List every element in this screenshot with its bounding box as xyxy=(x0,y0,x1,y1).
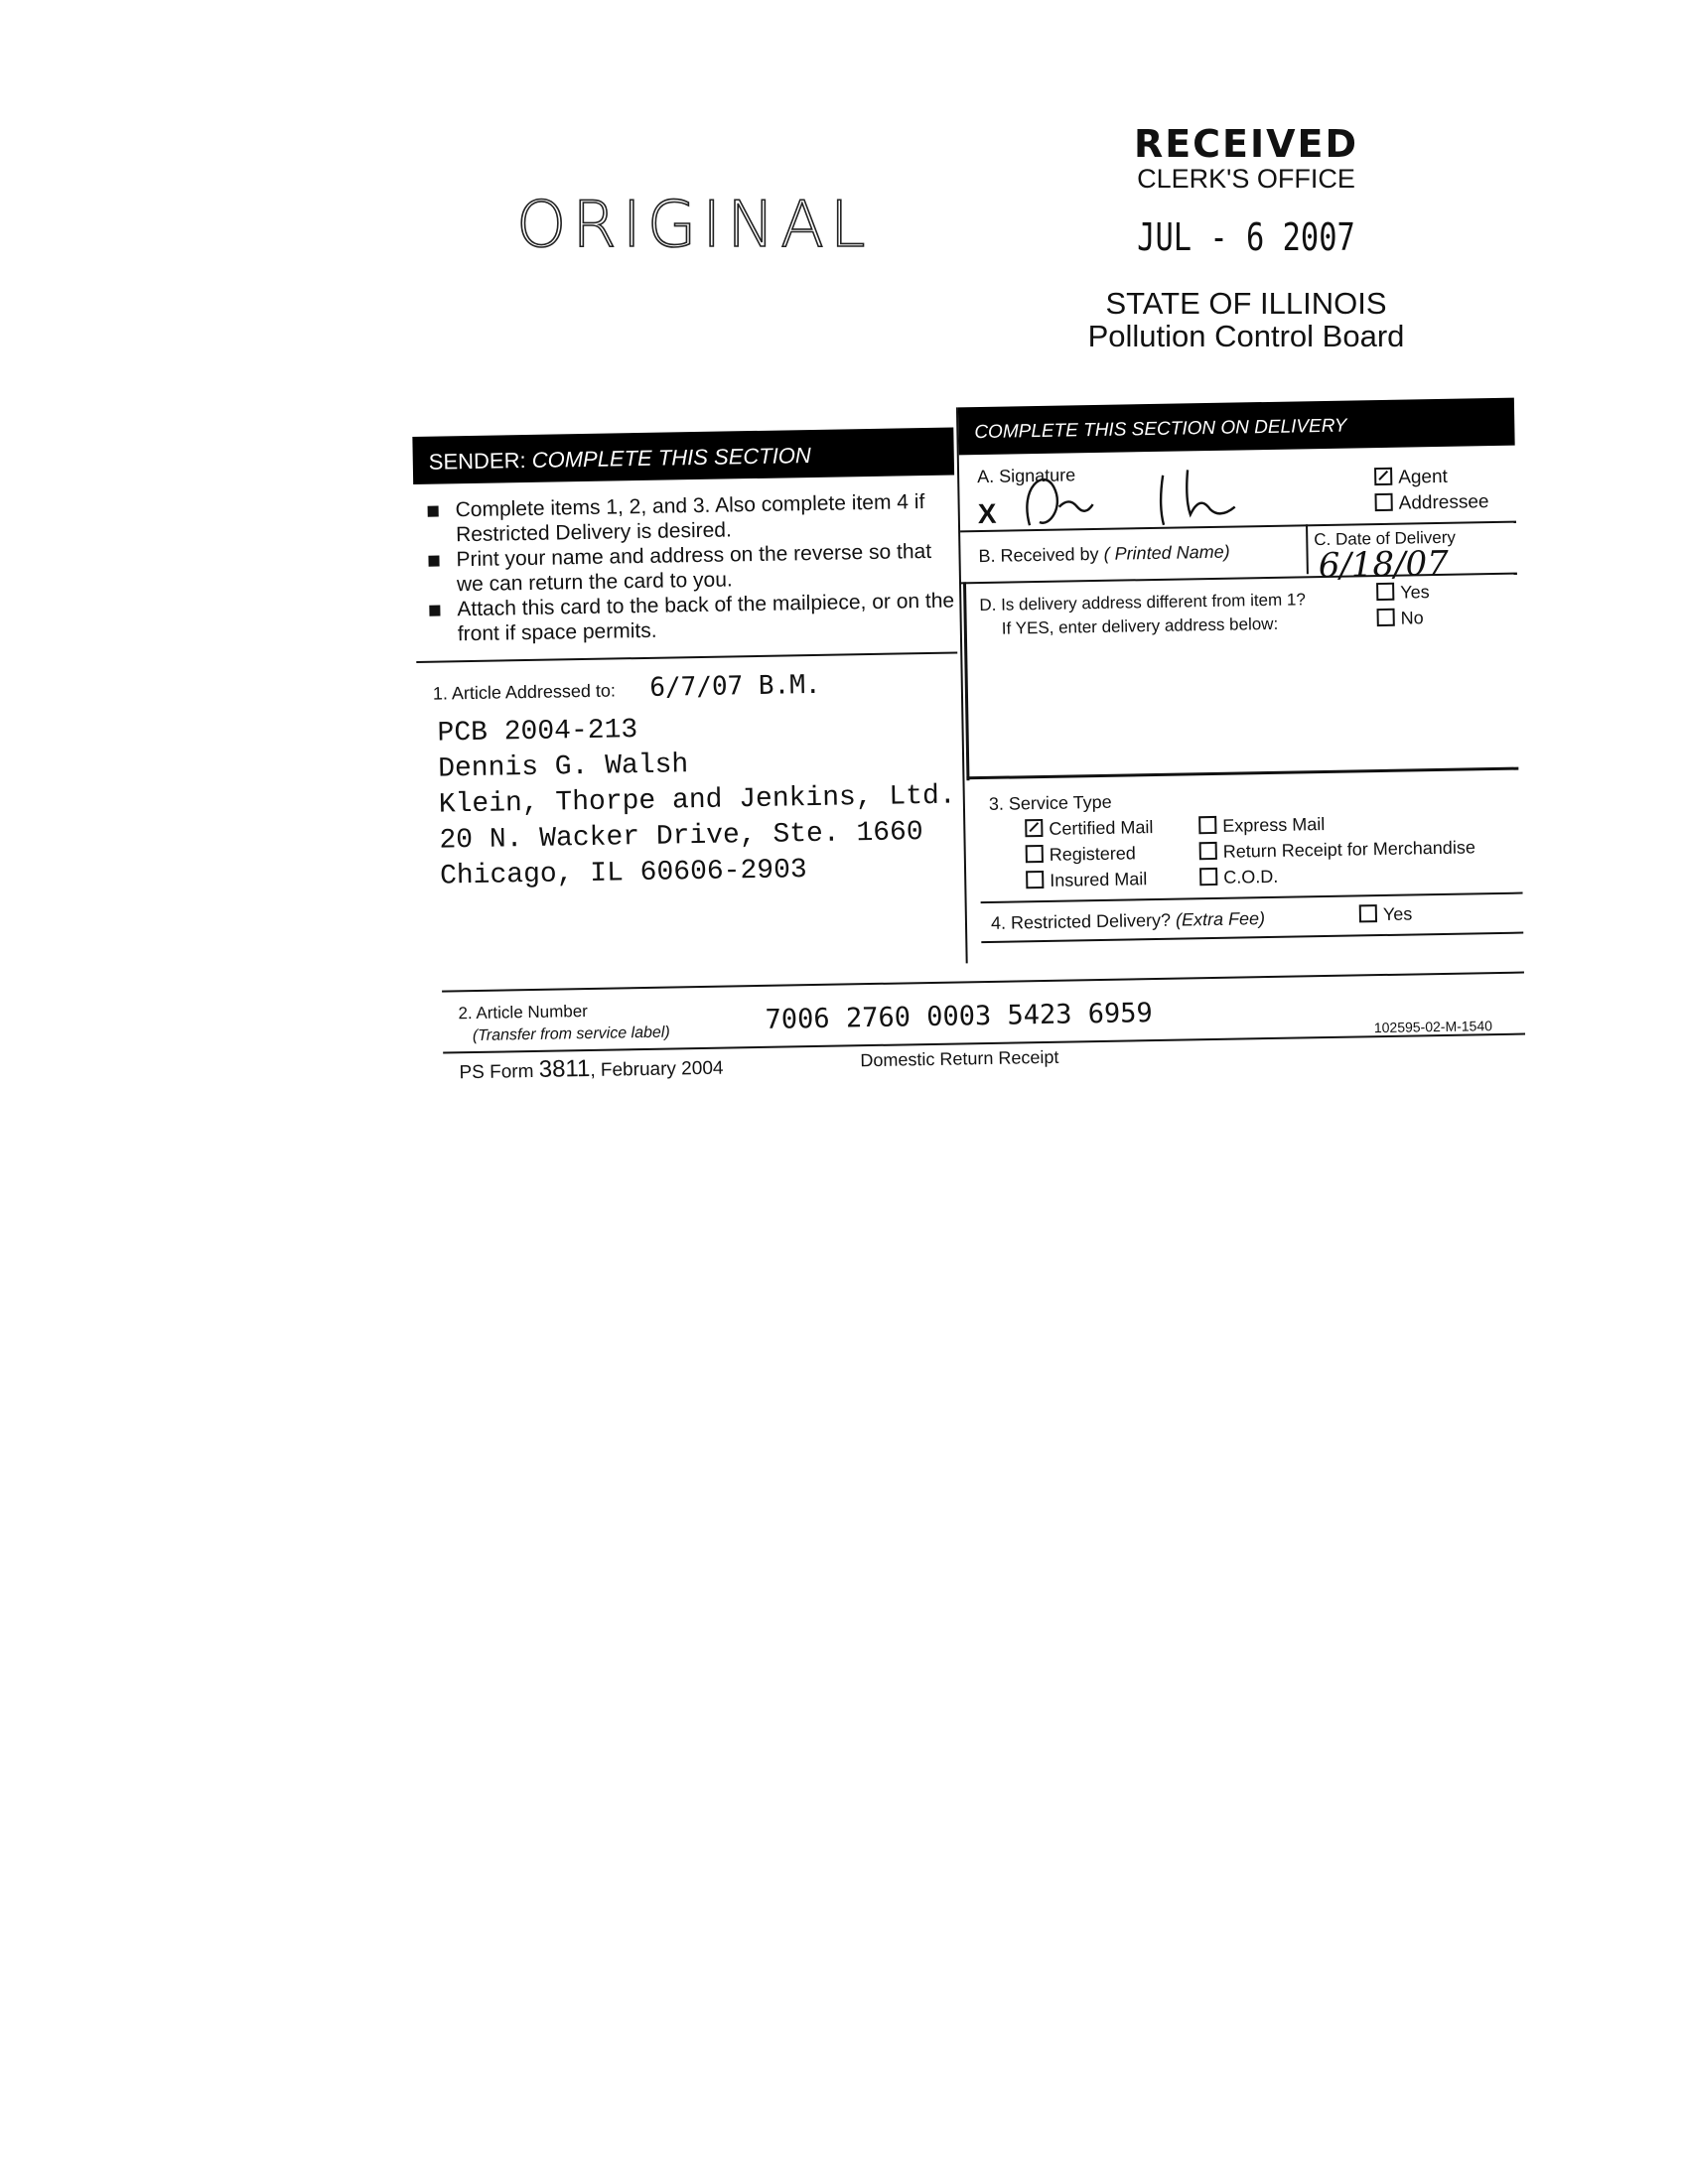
different-no-option xyxy=(1377,608,1424,629)
different-address-label: D. Is delivery address different from item 1? xyxy=(979,590,1307,615)
state-label: STATE OF ILLINOIS xyxy=(1105,286,1387,321)
restricted-yes-option xyxy=(1359,903,1413,925)
ps-form-label xyxy=(459,1053,723,1086)
original-stamp: ORIGINAL xyxy=(516,189,872,262)
cod-option xyxy=(1199,867,1278,888)
divider xyxy=(1306,524,1309,574)
form-title: Domestic Return Receipt xyxy=(860,1046,1059,1071)
agent-checkbox[interactable] xyxy=(1374,468,1392,485)
sender-header-label: SENDER: xyxy=(428,448,526,475)
divider xyxy=(981,932,1523,944)
signature-label: A. Signature xyxy=(976,465,1076,487)
ps-form-prefix: PS Form xyxy=(459,1060,534,1084)
restricted-yes-label: Yes xyxy=(1382,903,1413,925)
restricted-label: 4. Restricted Delivery? xyxy=(990,909,1172,933)
service-type-label: 3. Service Type xyxy=(988,791,1112,814)
express-option xyxy=(1198,814,1325,837)
cod-checkbox[interactable] xyxy=(1199,868,1217,886)
sender-section xyxy=(412,427,961,894)
received-stamp xyxy=(1082,124,1410,352)
address-line: PCB 2004-213 xyxy=(437,715,638,750)
article-number-label: 2. Article Number xyxy=(458,1002,589,1024)
board-label: Pollution Control Board xyxy=(1087,319,1405,353)
address-line: 20 N. Wacker Drive, Ste. 1660 xyxy=(439,817,923,857)
return-receipt-card xyxy=(412,398,1525,1084)
sender-header-italic: COMPLETE THIS SECTION xyxy=(531,442,812,473)
divider xyxy=(981,892,1523,904)
express-label: Express Mail xyxy=(1222,814,1326,836)
received-by xyxy=(978,542,1229,567)
addressee-label: Addressee xyxy=(1398,491,1489,514)
address-line: Chicago, IL 60606-2903 xyxy=(439,855,807,892)
instruction-item: Attach this card to the back of the mailpiece, or on the front if space permits. xyxy=(429,588,957,646)
delivery-section xyxy=(958,398,1524,964)
clerks-office-label: CLERK'S OFFICE xyxy=(1137,164,1355,194)
different-yes-checkbox[interactable] xyxy=(1376,583,1394,601)
certified-label: Certified Mail xyxy=(1049,817,1154,839)
article-addressed-label: 1. Article Addressed to: xyxy=(432,680,617,704)
signature-x: X xyxy=(977,497,997,530)
address-line: Dennis G. Walsh xyxy=(437,750,689,785)
divider xyxy=(442,972,1524,993)
divider xyxy=(416,651,957,663)
certified-checkbox[interactable] xyxy=(1025,819,1043,837)
article-addressed xyxy=(417,667,958,707)
recipient-address xyxy=(437,707,961,894)
ps-form-date: , February 2004 xyxy=(590,1057,724,1081)
return-receipt-label: Return Receipt for Merchandise xyxy=(1222,837,1476,862)
registered-checkbox[interactable] xyxy=(1026,845,1044,863)
return-receipt-checkbox[interactable] xyxy=(1199,842,1217,860)
received-by-italic: ( Printed Name) xyxy=(1103,541,1230,564)
article-number-value: 7006 2760 0003 5423 6959 xyxy=(765,998,1154,1035)
restricted-yes-checkbox[interactable] xyxy=(1359,904,1377,922)
sender-instructions xyxy=(413,488,957,646)
different-address-sub: If YES, enter delivery address below: xyxy=(1001,614,1279,638)
article-number-sublabel: (Transfer from service label) xyxy=(472,1024,670,1045)
date-of-delivery-value: 6/18/07 xyxy=(1318,543,1450,587)
form-code: 102595-02-M-1540 xyxy=(1373,1018,1493,1036)
received-by-label: B. Received by xyxy=(978,543,1099,567)
certified-option xyxy=(1025,817,1153,840)
cod-label: C.O.D. xyxy=(1223,866,1279,887)
article-note: 6/7/07 B.M. xyxy=(649,669,821,703)
registered-option xyxy=(1026,843,1136,866)
divider xyxy=(966,767,1518,780)
agent-label: Agent xyxy=(1398,466,1449,488)
different-yes-label: Yes xyxy=(1400,582,1430,603)
received-label: RECEIVED xyxy=(1133,122,1359,166)
restricted-delivery xyxy=(991,908,1265,934)
registered-label: Registered xyxy=(1049,843,1137,865)
express-checkbox[interactable] xyxy=(1198,816,1216,834)
insured-checkbox[interactable] xyxy=(1026,871,1044,888)
sender-header xyxy=(412,427,954,484)
address-line: Klein, Thorpe and Jenkins, Ltd. xyxy=(438,780,956,821)
ps-form-number: 3811 xyxy=(538,1054,591,1083)
instruction-item: Complete items 1, 2, and 3. Also complete item 4 if Restricted Delivery is desired. xyxy=(427,488,955,547)
delivery-header: COMPLETE THIS SECTION ON DELIVERY xyxy=(958,398,1515,456)
agent-option xyxy=(1374,467,1448,489)
return-receipt-option xyxy=(1199,837,1475,863)
addressee-option xyxy=(1374,491,1488,515)
insured-option xyxy=(1026,869,1147,891)
restricted-italic: (Extra Fee) xyxy=(1175,908,1266,930)
addressee-checkbox[interactable] xyxy=(1374,493,1392,511)
insured-label: Insured Mail xyxy=(1050,869,1148,890)
date-of-delivery-label: C. Date of Delivery xyxy=(1314,527,1457,550)
different-no-checkbox[interactable] xyxy=(1377,609,1395,626)
different-no-label: No xyxy=(1400,608,1424,628)
received-date: JUL - 6 2007 xyxy=(1137,215,1355,259)
instruction-item: Print your name and address on the reverse so that we can return the card to you. xyxy=(428,538,956,597)
different-yes-option xyxy=(1376,582,1430,604)
